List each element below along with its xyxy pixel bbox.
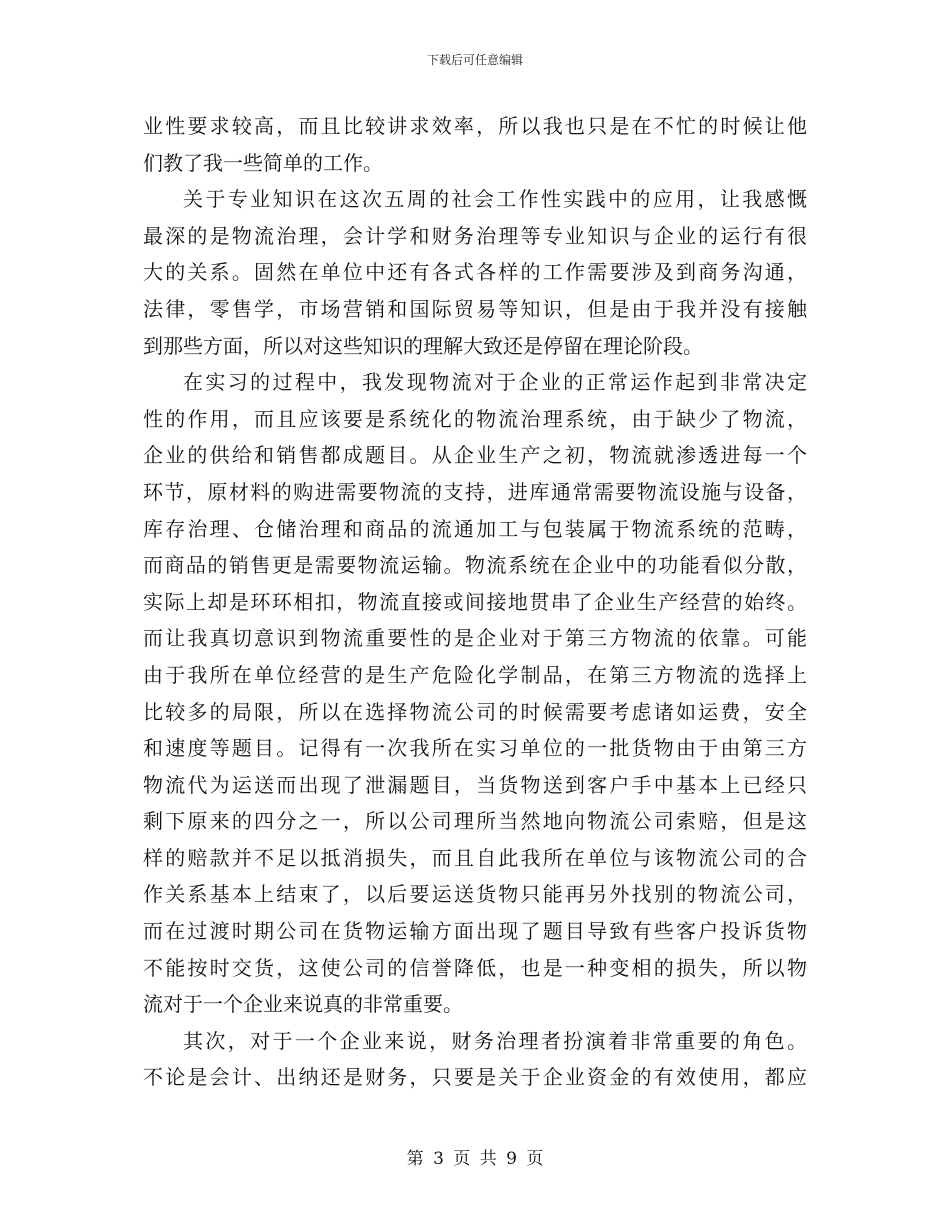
text-line: 实际上却是环环相扣，物流直接或间接地贯串了企业生产经营的始终。 [143,589,807,614]
text-line: 作关系基本上结束了，以后要运送货物只能再另外找别的物流公司， [143,882,807,907]
text-line: 企业的供给和销售都成题目。从企业生产之初，物流就渗透进每一个 [143,443,807,468]
text-line: 剩下原来的四分之一，所以公司理所当然地向物流公司索赔，但是这 [143,809,807,834]
text-line: 关于专业知识在这次五周的社会工作性实践中的应用，让我感慨 [183,187,807,212]
text-line: 性的作用，而且应该要是系统化的物流治理系统，由于缺少了物流， [143,406,807,431]
text-line: 物流代为运送而出现了泄漏题目，当货物送到客户手中基本上已经只 [143,772,807,797]
text-line: 业性要求较高，而且比较讲求效率，所以我也只是在不忙的时候让他 [143,114,807,138]
text-line: 法律，零售学，市场营销和国际贸易等知识，但是由于我并没有接触 [143,296,807,321]
text-line: 不论是会计、出纳还是财务，只要是关于企业资金的有效使用，都应 [143,1065,807,1090]
text-line: 流对于一个企业来说真的非常重要。 [143,992,463,1017]
page-header: 下载后可任意编辑 [426,53,523,67]
text-line: 不能按时交货，这使公司的信誉降低，也是一种变相的损失，所以物 [143,955,807,980]
text-line: 最深的是物流治理，会计学和财务治理等专业知识与企业的运行有很 [143,223,807,248]
text-line: 而让我真切意识到物流重要性的是企业对于第三方物流的依靠。可能 [143,626,807,651]
text-line: 而在过渡时期公司在货物运输方面出现了题目导致有些客户投诉货物 [143,919,807,944]
text-line: 库存治理、仓储治理和商品的流通加工与包装属于物流系统的范畴， [143,516,807,541]
text-line: 们教了我一些简单的工作。 [143,150,383,175]
text-line: 样的赔款并不足以抵消损失，而且自此我所在单位与该物流公司的合 [143,845,807,870]
text-line: 而商品的销售更是需要物流运输。物流系统在企业中的功能看似分散， [143,553,807,578]
text-line: 在实习的过程中，我发现物流对于企业的正常运作起到非常决定 [183,370,807,395]
page-number-footer: 第 3 页 共 9 页 [406,1149,544,1169]
text-line: 由于我所在单位经营的是生产危险化学制品，在第三方物流的选择上 [143,662,807,687]
text-line: 其次，对于一个企业来说，财务治理者扮演着非常重要的角色。 [183,1028,807,1053]
text-line: 大的关系。固然在单位中还有各式各样的工作需要涉及到商务沟通， [143,260,807,285]
text-line: 到那些方面，所以对这些知识的理解大致还是停留在理论阶段。 [143,333,703,358]
text-line: 比较多的局限，所以在选择物流公司的时候需要考虑诸如运费，安全 [143,699,807,724]
text-line: 和速度等题目。记得有一次我所在实习单位的一批货物由于由第三方 [143,736,807,761]
text-line: 环节，原材料的购进需要物流的支持，进库通常需要物流设施与设备， [143,479,807,504]
document-body [143,108,807,1096]
